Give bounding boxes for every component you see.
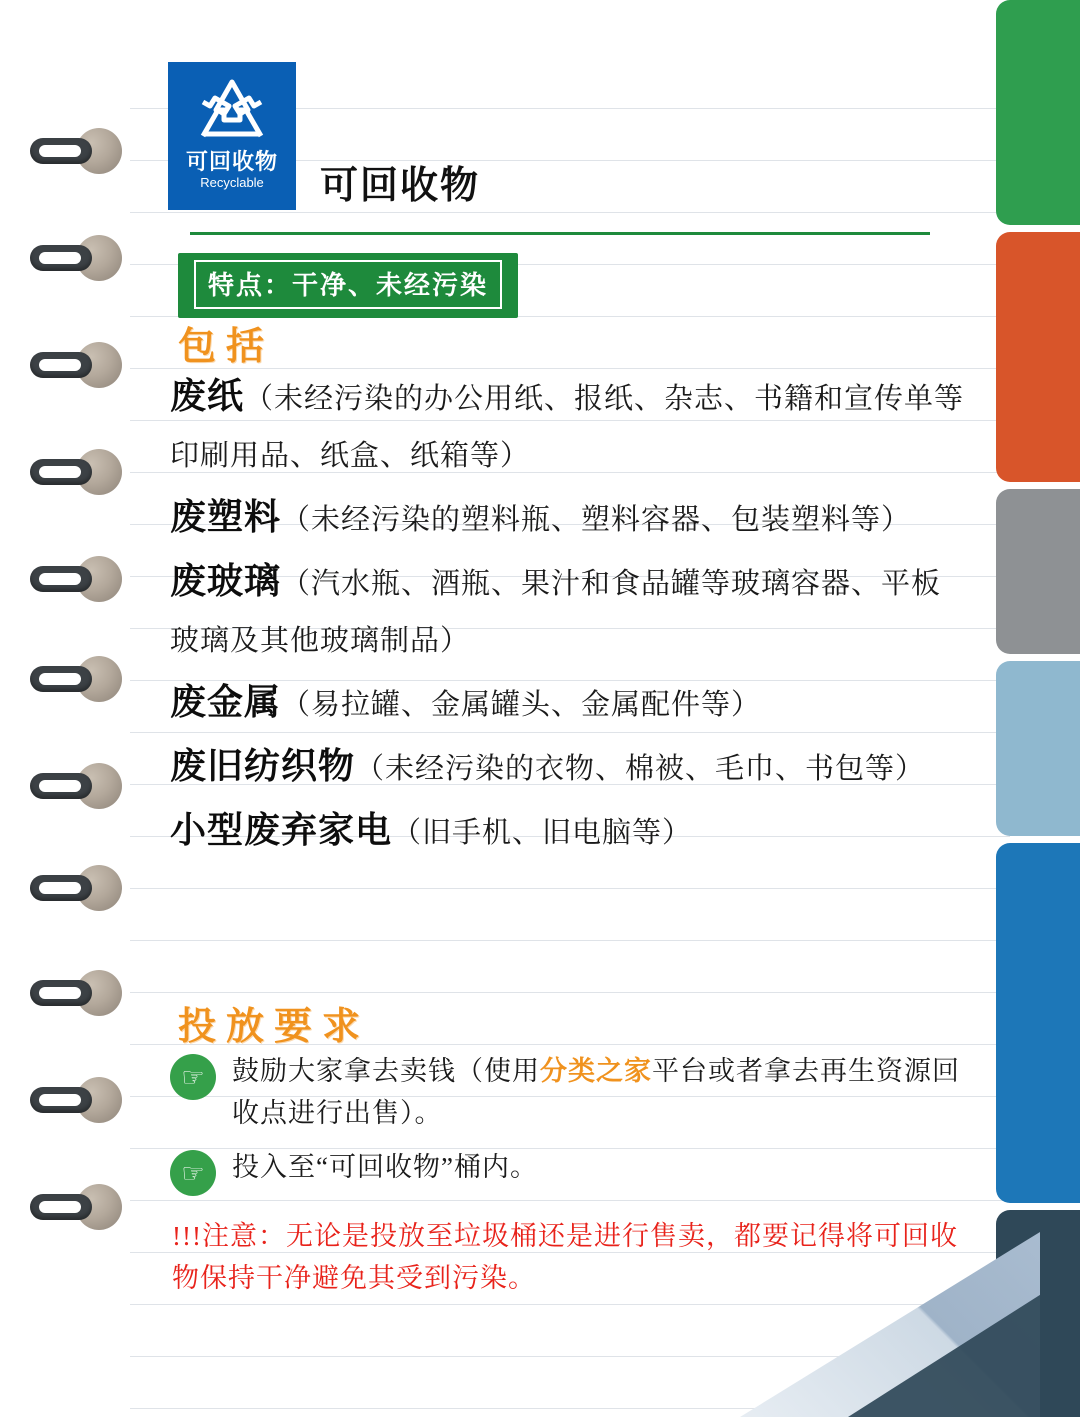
- requirement-text: [232, 1146, 538, 1188]
- ring-clip: [30, 459, 92, 485]
- include-item: [170, 804, 970, 864]
- include-item-description: （汽水瓶、酒瓶、果汁和食品罐等玻璃容器、平板玻璃及其他玻璃制品）: [170, 568, 942, 657]
- sign-label-en: Recyclable: [200, 175, 264, 190]
- ring-clip: [30, 245, 92, 271]
- binding-ring: [22, 128, 122, 174]
- feature-banner-text: 特点：干净、未经污染: [194, 260, 502, 309]
- include-item: [170, 491, 970, 551]
- requirement-item: [170, 1050, 970, 1134]
- binding-ring: [22, 1077, 122, 1123]
- include-item-term: 小型废弃家电: [170, 810, 393, 850]
- binding-ring: [22, 556, 122, 602]
- binding-ring: [22, 342, 122, 388]
- requirement-list: [170, 1050, 970, 1208]
- tab-gray[interactable]: [996, 489, 1080, 654]
- include-item-term: 废玻璃: [170, 561, 282, 601]
- binding-ring: [22, 656, 122, 702]
- binding-ring: [22, 1184, 122, 1230]
- include-item: [170, 555, 970, 672]
- recycle-symbol-icon: [170, 74, 294, 149]
- section-title-include: 包括: [178, 326, 275, 368]
- tab-blue[interactable]: [996, 843, 1080, 1203]
- include-item-description: （旧手机、旧电脑等）: [392, 817, 693, 849]
- binding-ring: [22, 865, 122, 911]
- ring-clip: [30, 980, 92, 1006]
- include-item-term: 废纸: [170, 376, 245, 416]
- requirement-highlight: 分类之家: [540, 1056, 652, 1086]
- include-item-term: 废旧纺织物: [170, 746, 356, 786]
- ring-clip: [30, 1194, 92, 1220]
- include-item: [170, 740, 970, 800]
- ring-clip: [30, 352, 92, 378]
- page-title: 可回收物: [320, 165, 481, 207]
- include-item-description: （易拉罐、金属罐头、金属配件等）: [281, 689, 762, 721]
- include-item: [170, 370, 970, 487]
- header: [168, 62, 868, 222]
- requirement-item: [170, 1146, 970, 1196]
- ring-clip: [30, 1087, 92, 1113]
- requirement-text-before: 投入至“可回收物”桶内。: [232, 1152, 538, 1182]
- page-content: [150, 0, 980, 1417]
- ring-clip: [30, 773, 92, 799]
- binding-ring: [22, 235, 122, 281]
- include-item-list: [170, 370, 970, 868]
- spiral-binding: [0, 0, 130, 1417]
- binding-ring: [22, 970, 122, 1016]
- section-title-requirements: 投放要求: [178, 1006, 371, 1048]
- include-item-description: （未经污染的塑料瓶、塑料容器、包装塑料等）: [281, 504, 912, 536]
- binding-ring: [22, 449, 122, 495]
- include-item: [170, 676, 970, 736]
- include-item-term: 废金属: [170, 682, 282, 722]
- tab-green[interactable]: [996, 0, 1080, 225]
- sign-label-cn: 可回收物: [185, 149, 278, 174]
- binding-ring: [22, 763, 122, 809]
- include-item-description: （未经污染的办公用纸、报纸、杂志、书籍和宣传单等印刷用品、纸盒、纸箱等）: [170, 383, 965, 472]
- include-item-term: 废塑料: [170, 497, 282, 537]
- include-item-description: （未经污染的衣物、棉被、毛巾、书包等）: [355, 753, 926, 785]
- requirement-text: [232, 1050, 970, 1134]
- section-tabs: [990, 0, 1080, 1417]
- ring-clip: [30, 138, 92, 164]
- ring-clip: [30, 875, 92, 901]
- pointing-hand-icon: ☞: [170, 1054, 216, 1100]
- tab-orange[interactable]: [996, 232, 1080, 482]
- requirement-text-before: 鼓励大家拿去卖钱（使用: [232, 1056, 540, 1086]
- title-underline: [190, 232, 930, 235]
- pointing-hand-icon: ☞: [170, 1150, 216, 1196]
- requirement-text-after: 平台或者拿去再生资源回收点进行出售）。: [232, 1056, 960, 1128]
- recyclable-sign: [168, 62, 296, 210]
- ring-clip: [30, 566, 92, 592]
- ring-clip: [30, 666, 92, 692]
- feature-banner: [178, 253, 518, 318]
- tab-lightblue[interactable]: [996, 661, 1080, 836]
- warning-note: !!!注意：无论是投放至垃圾桶还是进行售卖，都要记得将可回收物保持干净避免其受到污染。: [172, 1221, 958, 1293]
